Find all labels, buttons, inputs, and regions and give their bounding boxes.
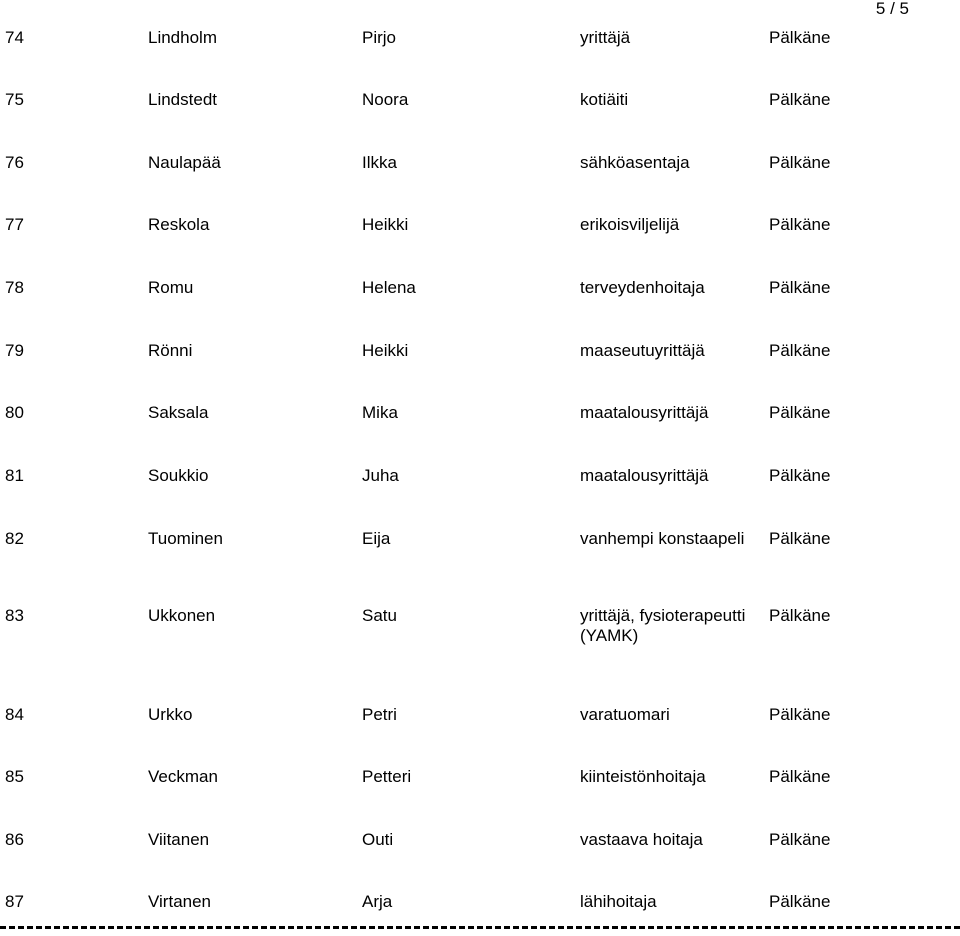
first-name: Ilkka — [362, 153, 397, 172]
occupation-line: yrittäjä, fysioterapeutti — [580, 606, 746, 625]
occupation — [580, 278, 705, 298]
first-name: Heikki — [362, 341, 409, 360]
last-name: Soukkio — [148, 466, 209, 485]
list-item — [0, 153, 960, 197]
last-name: Veckman — [148, 767, 218, 786]
municipality: Pälkäne — [769, 341, 831, 360]
first-name: Arja — [362, 892, 393, 911]
last-name: Lindholm — [148, 28, 217, 47]
occupation-line: varatuomari — [580, 705, 670, 724]
row-number: 75 — [5, 90, 24, 109]
first-name: Juha — [362, 466, 399, 485]
occupation — [580, 830, 703, 850]
row-number: 85 — [5, 767, 24, 786]
row-number: 78 — [5, 278, 24, 297]
first-name: Eija — [362, 529, 391, 548]
municipality: Pälkäne — [769, 90, 831, 109]
occupation — [580, 767, 706, 787]
occupation — [580, 341, 705, 361]
row-number: 77 — [5, 215, 24, 234]
row-number: 83 — [5, 606, 24, 625]
first-name: Helena — [362, 278, 416, 297]
last-name: Naulapää — [148, 153, 221, 172]
last-name: Ukkonen — [148, 606, 216, 625]
row-number: 86 — [5, 830, 24, 849]
municipality: Pälkäne — [769, 892, 831, 911]
list-item — [0, 341, 960, 385]
occupation-line: kotiäiti — [580, 90, 629, 109]
occupation-line: terveydenhoitaja — [580, 278, 705, 297]
occupation — [580, 403, 709, 423]
occupation — [580, 28, 630, 48]
list-item — [0, 705, 960, 749]
list-item — [0, 278, 960, 322]
occupation — [580, 892, 657, 912]
list-item — [0, 892, 960, 936]
last-name: Virtanen — [148, 892, 212, 911]
occupation — [580, 529, 744, 549]
municipality: Pälkäne — [769, 466, 831, 485]
last-name: Reskola — [148, 215, 210, 234]
first-name: Heikki — [362, 215, 409, 234]
first-name: Outi — [362, 830, 394, 849]
municipality: Pälkäne — [769, 153, 831, 172]
occupation-line: yrittäjä — [580, 28, 631, 47]
last-name: Lindstedt — [148, 90, 217, 109]
last-name: Saksala — [148, 403, 209, 422]
occupation-line: sähköasentaja — [580, 153, 690, 172]
list-item — [0, 215, 960, 259]
municipality: Pälkäne — [769, 28, 831, 47]
municipality: Pälkäne — [769, 705, 831, 724]
municipality: Pälkäne — [769, 767, 831, 786]
page-number: 5 / 5 — [875, 0, 909, 18]
first-name: Noora — [362, 90, 409, 109]
occupation — [580, 466, 709, 486]
first-name: Mika — [362, 403, 398, 422]
row-number: 87 — [5, 892, 24, 911]
list-item — [0, 529, 960, 573]
municipality: Pälkäne — [769, 606, 831, 625]
occupation-line: maaseutuyrittäjä — [580, 341, 705, 360]
municipality: Pälkäne — [769, 830, 831, 849]
last-name: Urkko — [148, 705, 193, 724]
occupation — [580, 705, 670, 725]
first-name: Petteri — [362, 767, 412, 786]
occupation — [580, 215, 679, 235]
occupation-line: kiinteistönhoitaja — [580, 767, 706, 786]
page-bottom-dashed-divider — [0, 926, 960, 929]
last-name: Viitanen — [148, 830, 210, 849]
municipality: Pälkäne — [769, 215, 831, 234]
row-number: 81 — [5, 466, 24, 485]
occupation — [580, 90, 628, 110]
occupation — [580, 153, 690, 173]
row-number: 82 — [5, 529, 24, 548]
list-item — [0, 28, 960, 72]
municipality: Pälkäne — [769, 529, 831, 548]
occupation-line: (YAMK) — [580, 626, 639, 645]
occupation-line: erikoisviljelijä — [580, 215, 680, 234]
first-name: Petri — [362, 705, 397, 724]
occupation — [580, 606, 745, 646]
last-name: Tuominen — [148, 529, 223, 548]
last-name: Rönni — [148, 341, 193, 360]
row-number: 79 — [5, 341, 24, 360]
last-name: Romu — [148, 278, 194, 297]
occupation-line: vastaava hoitaja — [580, 830, 703, 849]
list-item — [0, 830, 960, 874]
occupation-line: vanhempi konstaapeli — [580, 529, 745, 548]
row-number: 76 — [5, 153, 24, 172]
municipality: Pälkäne — [769, 278, 831, 297]
occupation-line: lähihoitaja — [580, 892, 657, 911]
row-number: 80 — [5, 403, 24, 422]
first-name: Pirjo — [362, 28, 397, 47]
list-item — [0, 767, 960, 811]
list-item — [0, 466, 960, 510]
municipality: Pälkäne — [769, 403, 831, 422]
row-number: 74 — [5, 28, 24, 47]
list-item — [0, 606, 960, 650]
list-item — [0, 90, 960, 134]
list-item — [0, 403, 960, 447]
occupation-line: maatalousyrittäjä — [580, 466, 709, 485]
occupation-line: maatalousyrittäjä — [580, 403, 709, 422]
first-name: Satu — [362, 606, 397, 625]
row-number: 84 — [5, 705, 24, 724]
